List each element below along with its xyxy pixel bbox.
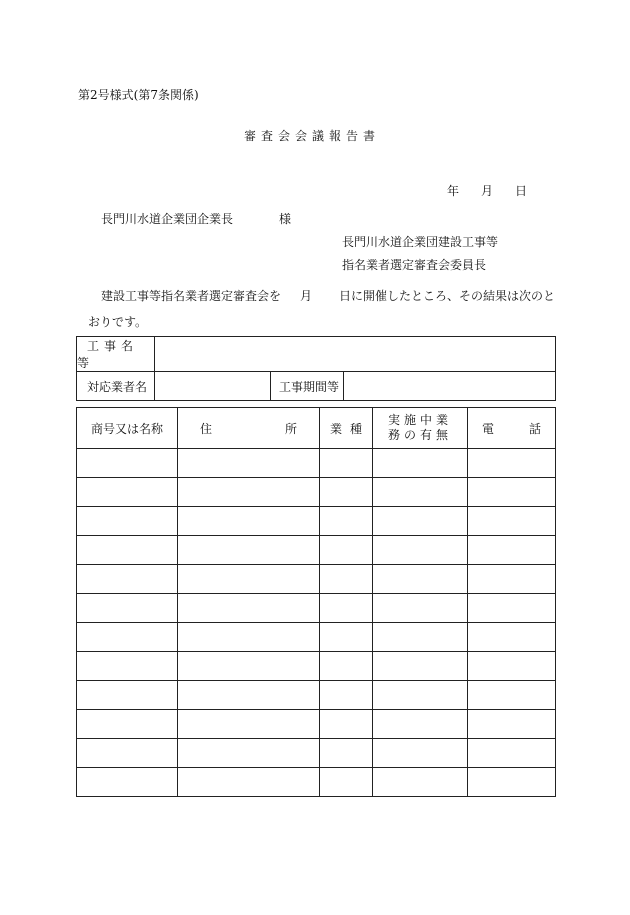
cell-industry[interactable] [320, 623, 373, 652]
cell-industry[interactable] [320, 681, 373, 710]
header-name [77, 408, 178, 449]
table-row [77, 768, 556, 797]
contractor-label-cell [77, 372, 155, 401]
addressee: 長門川水道企業団企業長 [101, 212, 234, 226]
sender-line-2: 指名業者選定審査会委員長 [342, 258, 487, 272]
cell-ongoing[interactable] [373, 768, 468, 797]
cell-phone[interactable] [468, 739, 556, 768]
honorific: 様 [279, 212, 292, 226]
cell-phone[interactable] [468, 536, 556, 565]
cell-industry[interactable] [320, 449, 373, 478]
cell-ongoing[interactable] [373, 739, 468, 768]
cell-address[interactable] [178, 739, 320, 768]
body-text-part2: 日に開催したところ、その結果は次のと [339, 289, 556, 303]
table-row [77, 565, 556, 594]
cell-industry[interactable] [320, 768, 373, 797]
cell-address[interactable] [178, 710, 320, 739]
cell-address[interactable] [178, 507, 320, 536]
body-text-part1: 建設工事等指名業者選定審査会を [101, 289, 282, 303]
cell-phone[interactable] [468, 449, 556, 478]
cell-name[interactable] [77, 652, 178, 681]
project-label: 工事名等 [77, 339, 139, 370]
table-row [77, 594, 556, 623]
cell-ongoing[interactable] [373, 681, 468, 710]
cell-phone[interactable] [468, 478, 556, 507]
cell-industry[interactable] [320, 565, 373, 594]
table-row [77, 739, 556, 768]
cell-ongoing[interactable] [373, 536, 468, 565]
cell-ongoing[interactable] [373, 594, 468, 623]
header-industry [320, 408, 373, 449]
cell-address[interactable] [178, 449, 320, 478]
date-day: 日 [515, 184, 528, 198]
table-row [77, 536, 556, 565]
contractor-list-table [76, 407, 556, 797]
header-phone-label-2: 話 [528, 421, 541, 436]
cell-name[interactable] [77, 565, 178, 594]
cell-name[interactable] [77, 594, 178, 623]
header-industry-label-2: 種 [349, 421, 362, 436]
header-industry-label-1: 業 [330, 421, 343, 436]
cell-name[interactable] [77, 768, 178, 797]
table-row [77, 652, 556, 681]
period-value-cell[interactable] [344, 372, 556, 401]
contractor-row [77, 372, 556, 401]
cell-address[interactable] [178, 478, 320, 507]
cell-phone[interactable] [468, 565, 556, 594]
header-address-label-2: 所 [284, 421, 297, 436]
table-row [77, 478, 556, 507]
body-text-line2: おりです。 [88, 315, 148, 329]
cell-name[interactable] [77, 449, 178, 478]
header-name-label: 商号又は名称 [90, 421, 163, 436]
table-row [77, 449, 556, 478]
project-info-table [76, 336, 556, 401]
cell-name[interactable] [77, 623, 178, 652]
cell-ongoing[interactable] [373, 623, 468, 652]
cell-phone[interactable] [468, 507, 556, 536]
cell-ongoing[interactable] [373, 652, 468, 681]
sender-line-1: 長門川水道企業団建設工事等 [342, 235, 499, 249]
cell-ongoing[interactable] [373, 710, 468, 739]
cell-phone[interactable] [468, 623, 556, 652]
cell-phone[interactable] [468, 652, 556, 681]
date-year: 年 [447, 184, 460, 198]
cell-address[interactable] [178, 565, 320, 594]
body-text-month: 月 [300, 289, 313, 303]
cell-industry[interactable] [320, 507, 373, 536]
date-month: 月 [481, 184, 494, 198]
form-number: 第2号様式(第7条関係) [78, 88, 199, 102]
cell-name[interactable] [77, 507, 178, 536]
project-row [77, 337, 556, 372]
cell-name[interactable] [77, 681, 178, 710]
cell-ongoing[interactable] [373, 565, 468, 594]
cell-industry[interactable] [320, 739, 373, 768]
table-row [77, 623, 556, 652]
cell-phone[interactable] [468, 710, 556, 739]
header-address-label-1: 住 [200, 421, 213, 436]
table-header-row [77, 408, 556, 449]
cell-industry[interactable] [320, 710, 373, 739]
cell-name[interactable] [77, 710, 178, 739]
cell-name[interactable] [77, 478, 178, 507]
table-row [77, 507, 556, 536]
header-address [178, 408, 320, 449]
cell-ongoing[interactable] [373, 507, 468, 536]
project-label-cell [77, 337, 155, 372]
cell-address[interactable] [178, 652, 320, 681]
document-title: 審査会会議報告書 [244, 129, 381, 143]
period-label: 工事期間等 [279, 379, 340, 394]
period-label-cell [271, 372, 344, 401]
cell-address[interactable] [178, 594, 320, 623]
cell-industry[interactable] [320, 652, 373, 681]
table-row [77, 681, 556, 710]
project-value-cell[interactable] [155, 337, 556, 372]
header-ongoing [373, 408, 468, 449]
header-phone-label-1: 電 [482, 421, 495, 436]
contractor-value-cell[interactable] [155, 372, 271, 401]
cell-ongoing[interactable] [373, 449, 468, 478]
cell-address[interactable] [178, 681, 320, 710]
cell-phone[interactable] [468, 681, 556, 710]
cell-industry[interactable] [320, 536, 373, 565]
cell-industry[interactable] [320, 478, 373, 507]
cell-name[interactable] [77, 536, 178, 565]
cell-phone[interactable] [468, 768, 556, 797]
cell-ongoing[interactable] [373, 478, 468, 507]
header-phone [468, 408, 556, 449]
cell-address[interactable] [178, 536, 320, 565]
table-row [77, 710, 556, 739]
cell-industry[interactable] [320, 594, 373, 623]
header-ongoing-label-2: 務の有無 [387, 428, 452, 442]
header-ongoing-label-1: 実施中業 [387, 413, 452, 427]
cell-phone[interactable] [468, 594, 556, 623]
cell-name[interactable] [77, 739, 178, 768]
contractor-label: 対応業者名 [87, 379, 148, 394]
cell-address[interactable] [178, 623, 320, 652]
cell-address[interactable] [178, 768, 320, 797]
